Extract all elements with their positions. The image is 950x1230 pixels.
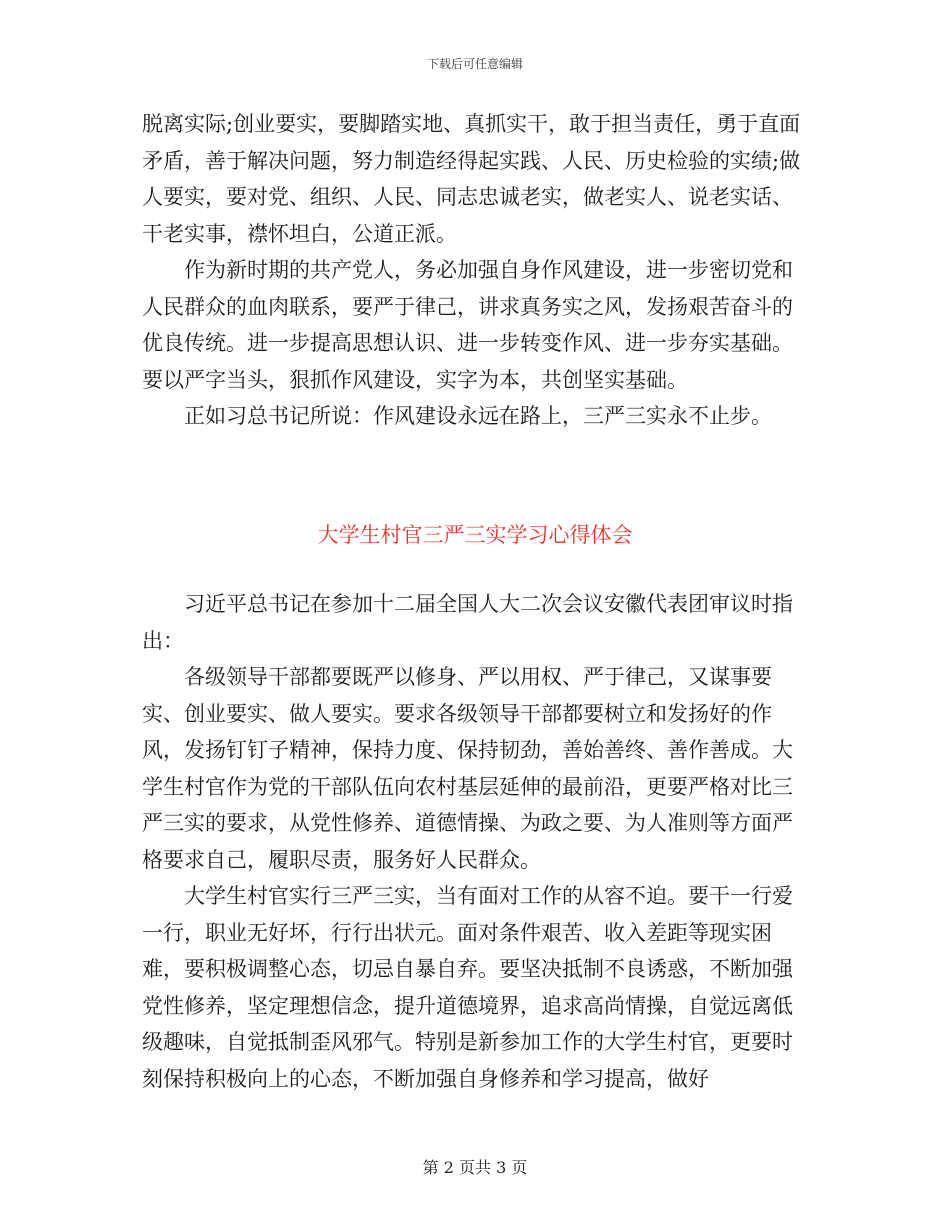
section-2 <box>142 586 812 1097</box>
section-1 <box>142 106 812 435</box>
paragraph: 各级领导干部都要既严以修身、严以用权、严于律己，又谋事要实、创业要实、做人要实。要求各级领导干部都要树立和发扬好的作风，发扬钉钉子精神，保持力度、保持韧劲，善始善终、善作善成。大学生村官作为党的干部队伍向农村基层延伸的最前沿，更要严格对比三严三实的要求，从党性修养、道德情操、为政之要、为人准则等方面严格要求自己，履职尽责，服务好人民群众。 <box>142 665 793 872</box>
paragraph: 正如习总书记所说：作风建设永远在路上，三严三实永不止步。 <box>184 404 772 428</box>
page-header: 下载后可任意编辑 <box>426 57 523 71</box>
paragraph: 大学生村官实行三严三实，当有面对工作的从容不迫。要干一行爱一行，职业无好坏，行行出状元。面对条件艰苦、收入差距等现实困难，要积极调整心态，切忌自暴自弃。要坚决抵制不良诱惑，不断加强党性修养，坚定理想信念，提升道德境界，追求高尚情操，自觉远离低级趣味，自觉抵制歪风邪气。特别是新参加工作的大学生村官，更要时刻保持积极向上的心态，不断加强自身修养和学习提高，做好 <box>142 884 793 1091</box>
paragraph: 作为新时期的共产党人，务必加强自身作风建设，进一步密切党和人民群众的血肉联系，要严于律己，讲求真务实之风，发扬艰苦奋斗的优良传统。进一步提高思想认识、进一步转变作风、进一步夯实基础。要以严字当头，狠抓作风建设，实字为本，共创坚实基础。 <box>142 258 793 392</box>
paragraph: 习近平总书记在参加十二届全国人大二次会议安徽代表团审议时指出： <box>142 592 793 653</box>
paragraph: 脱离实际;创业要实，要脚踏实地、真抓实干，敢于担当责任，勇于直面矛盾，善于解决问题，努力制造经得起实践、人民、历史检验的实绩;做人要实，要对党、组织、人民、同志忠诚老实，做老实人、说老实话、干老实事，襟怀坦白，公道正派。 <box>142 112 801 246</box>
page-footer: 第 2 页共 3 页 <box>422 1158 528 1177</box>
article-title: 大学生村官三严三实学习心得体会 <box>317 523 633 547</box>
